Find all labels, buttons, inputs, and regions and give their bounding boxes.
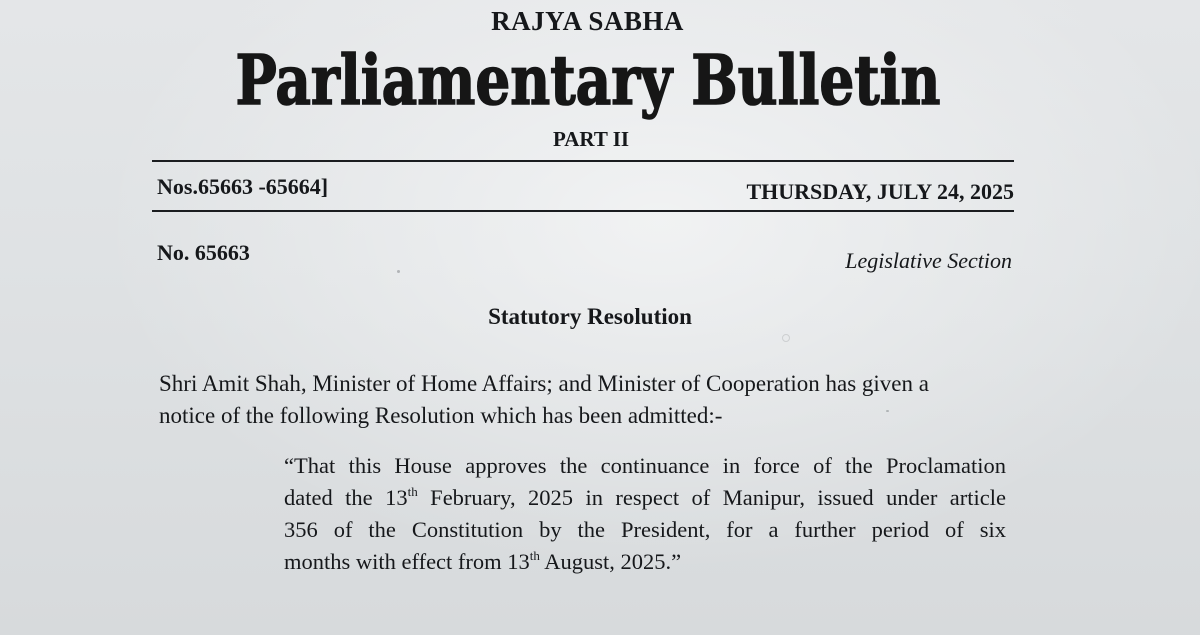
ordinal-suffix: th (407, 484, 418, 499)
paper-speck (397, 270, 400, 273)
ordinal-suffix: th (529, 548, 540, 563)
paper-speck (886, 410, 889, 412)
resolution-fragment: February, 2025 in respect of Manipur, issued under article (417, 485, 1006, 510)
intro-paragraph (159, 368, 929, 432)
paper-speck (782, 334, 790, 342)
resolution-title: Statutory Resolution (488, 304, 692, 329)
issue-numbers: Nos.65663 -65664] (157, 174, 329, 199)
bottom-rule (152, 210, 1014, 212)
resolution-fragment: August, 2025.” (539, 549, 682, 574)
house-name: RAJYA SABHA (491, 6, 684, 36)
resolution-line (284, 546, 1006, 578)
issue-date: THURSDAY, JULY 24, 2025 (746, 179, 1014, 204)
intro-line: notice of the following Resolution which has been admitted:- (159, 403, 723, 428)
resolution-line: “That this House approves the continuance in force of the Proclamation (284, 453, 1006, 478)
resolution-line: 356 of the Constitution by the President, for a further period of six (284, 517, 1006, 542)
bulletin-masthead (0, 36, 1175, 131)
top-rule (152, 160, 1014, 162)
resolution-line (284, 482, 1006, 514)
resolution-text (284, 450, 1006, 578)
resolution-fragment: months with effect from 13 (284, 549, 530, 574)
intro-line: Shri Amit Shah, Minister of Home Affairs; and Minister of Cooperation has given a (159, 371, 929, 396)
part-label: PART II (552, 127, 630, 151)
masthead-title-text: Parliamentary Bulletin (235, 41, 940, 121)
resolution-fragment: dated the 13 (284, 485, 408, 510)
masthead-title-graphic (228, 36, 948, 126)
entry-number: No. 65663 (157, 240, 250, 265)
section-name: Legislative Section (845, 248, 1012, 273)
